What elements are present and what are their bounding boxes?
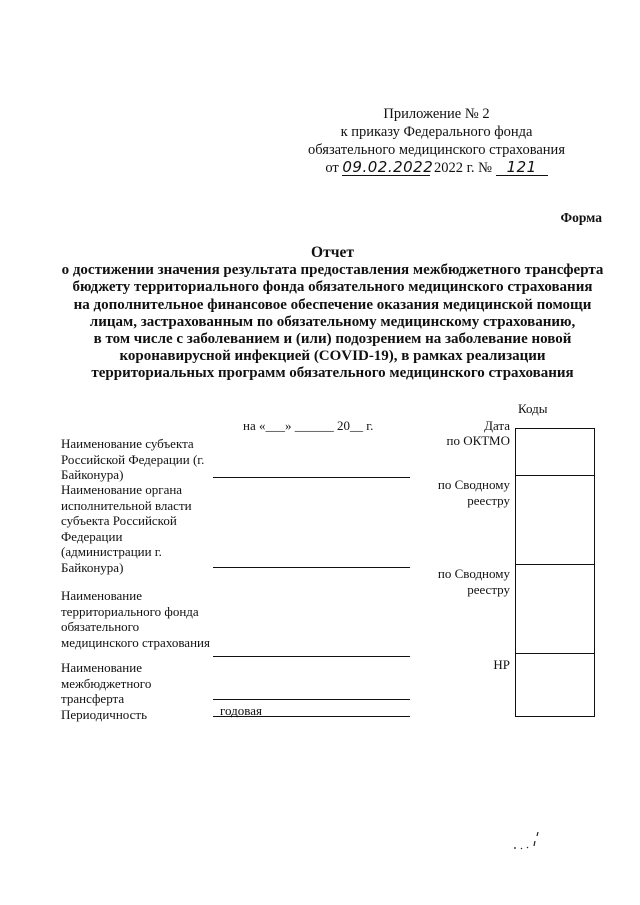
title-line: на дополнительное финансовое обеспечение оказания медицинской помощи bbox=[73, 296, 592, 313]
territorial-fund-field[interactable] bbox=[213, 656, 410, 657]
subject-name-field[interactable] bbox=[213, 477, 410, 478]
transfer-name-label: Наименование межбюджетного трансферта bbox=[61, 660, 152, 707]
oktmo-label: по ОКТМО bbox=[446, 433, 510, 448]
periodicity-field[interactable] bbox=[213, 716, 410, 717]
executive-body-field[interactable] bbox=[213, 567, 410, 568]
appendix-line1: Приложение № 2 bbox=[383, 106, 490, 122]
handwritten-number: 121 bbox=[496, 159, 548, 176]
codes-table bbox=[515, 428, 595, 717]
report-date: на «___» ______ 20__ г. bbox=[243, 418, 374, 433]
code-cell-np[interactable] bbox=[516, 654, 595, 717]
registry-label-1: по Сводному реестру bbox=[437, 477, 510, 508]
date-code-label: Дата bbox=[484, 418, 510, 433]
periodicity-label: Периодичность bbox=[61, 707, 148, 722]
executive-body-label: Наименование органа исполнительной власти субъекта Российской Федерации (администрации г. Байконура) bbox=[61, 482, 192, 575]
code-cell-registry-2[interactable] bbox=[516, 565, 595, 654]
np-label: НР bbox=[493, 657, 510, 672]
year-label: 2022 г. № bbox=[434, 160, 493, 176]
form-label: Форма bbox=[560, 210, 602, 225]
handwritten-date: 09.02.2022 bbox=[342, 158, 434, 176]
registry-label-2: по Сводному реестру bbox=[437, 566, 510, 597]
title-line: территориальных программ обязательного медицинского страхования bbox=[91, 365, 574, 382]
order-date-line bbox=[308, 159, 565, 177]
codes-header: Коды bbox=[518, 401, 548, 416]
title-line: в том числе с заболеванием и (или) подозрением на заболевание новой bbox=[93, 331, 572, 348]
ink-marks bbox=[510, 830, 550, 855]
appendix-block bbox=[308, 105, 565, 177]
title-line: лицам, застрахованным по обязательному медицинскому страхованию, bbox=[89, 313, 576, 330]
title-line: коронавирусной инфекцией (COVID-19), в рамках реализации bbox=[119, 348, 546, 365]
code-cell-oktmo[interactable] bbox=[516, 429, 595, 476]
title-line: о достижении значения результата предоставления межбюджетного трансферта bbox=[61, 262, 604, 279]
report-title bbox=[40, 244, 625, 383]
from-label: от bbox=[325, 160, 339, 176]
appendix-line2: к приказу Федерального фонда bbox=[340, 124, 533, 140]
subject-name-label: Наименование субъекта Российской Федерации (г. Байконура) bbox=[61, 436, 205, 483]
code-cell-registry-1[interactable] bbox=[516, 476, 595, 565]
territorial-fund-label: Наименование территориального фонда обязательного медицинского страхования bbox=[61, 588, 210, 650]
periodicity-value: годовая bbox=[220, 703, 262, 718]
title-heading: Отчет bbox=[311, 244, 354, 261]
appendix-line3: обязательного медицинского страхования bbox=[308, 142, 565, 158]
title-line: бюджету территориального фонда обязательного медицинского страхования bbox=[72, 279, 593, 296]
transfer-name-field[interactable] bbox=[213, 699, 410, 700]
